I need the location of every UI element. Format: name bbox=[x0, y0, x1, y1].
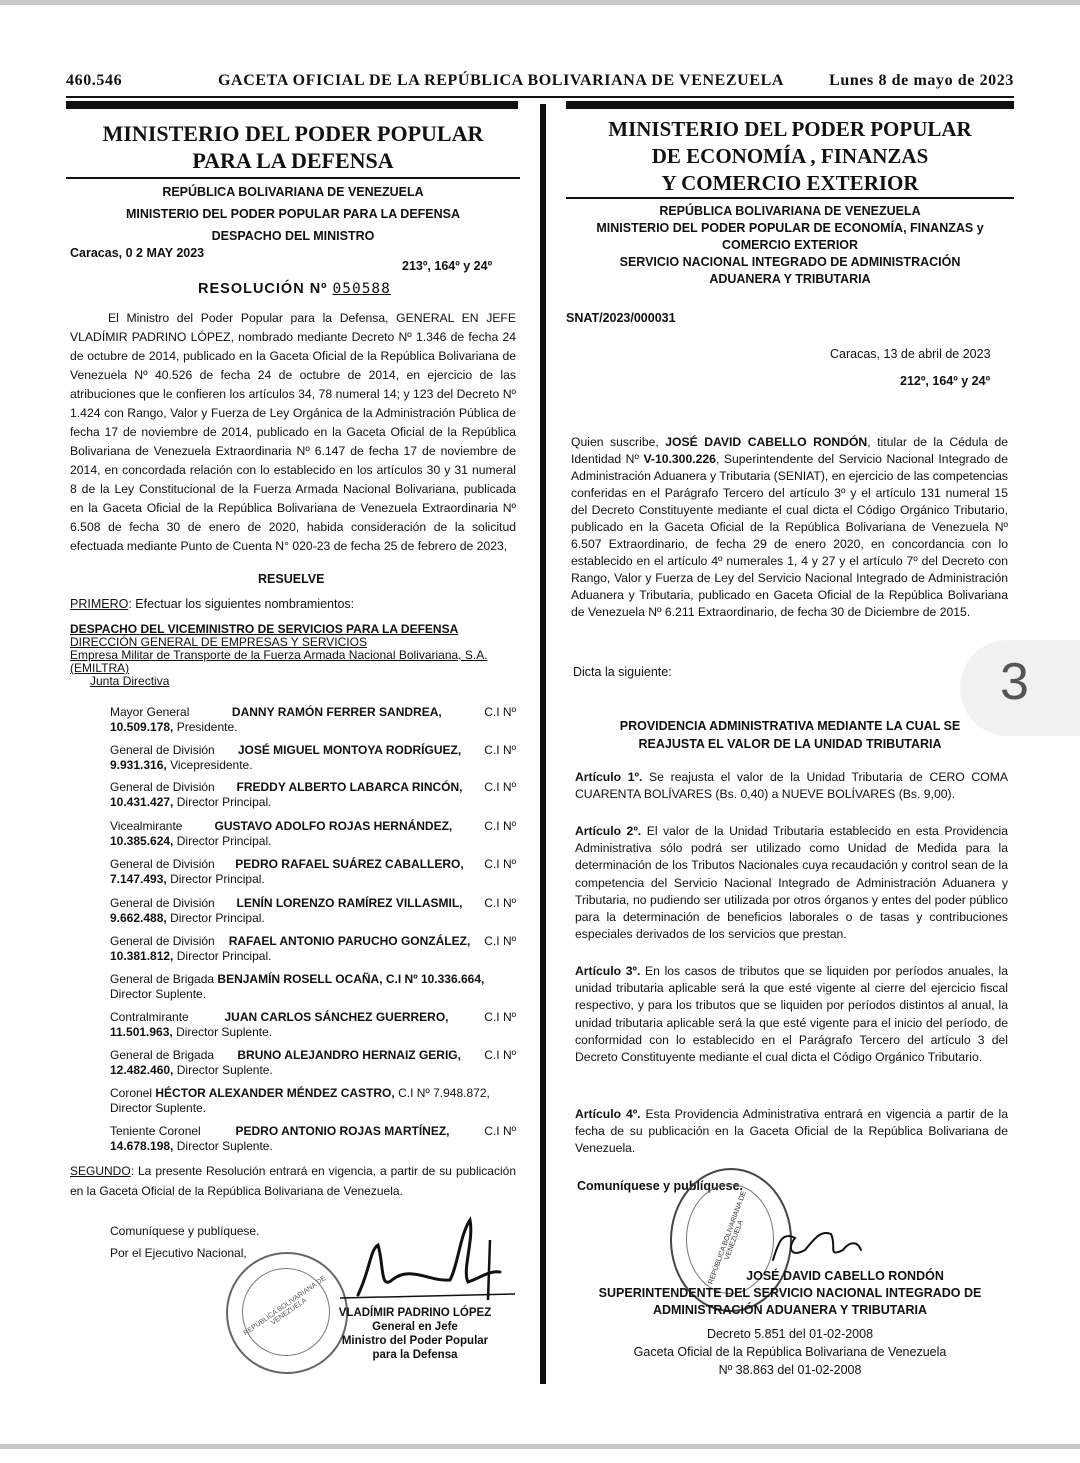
left-title-rule bbox=[66, 177, 520, 179]
right-decree-block bbox=[566, 1325, 1014, 1379]
right-signer-title-2: ADMINISTRACIÓN ADUANERA Y TRIBUTARIA bbox=[652, 1303, 928, 1317]
article-2 bbox=[575, 823, 1008, 943]
header-rule-thick-right bbox=[566, 101, 1014, 109]
page-frame-top bbox=[0, 0, 1080, 5]
dependency-3: Empresa Militar de Transporte de la Fuerza Armada Nacional Bolivariana, S.A. bbox=[70, 648, 488, 662]
appointment-rank: General de División bbox=[110, 857, 215, 871]
providencia-line-1: PROVIDENCIA ADMINISTRATIVA MEDIANTE LA CUAL SE bbox=[619, 719, 961, 733]
appointment-id: 7.147.493, bbox=[110, 872, 167, 886]
appointment-role: Presidente. bbox=[176, 720, 238, 734]
seal-text: REPÚBLICA BOLIVARIANA DE VENEZUELA bbox=[707, 1190, 748, 1286]
appointment-ci: C.I Nº bbox=[484, 819, 516, 833]
left-comuniquese: Comuníquese y publíquese. bbox=[110, 1224, 260, 1238]
appointment-ci: C.I Nº bbox=[484, 1124, 516, 1138]
appointment-6 bbox=[110, 896, 516, 926]
right-ministry-title-line1: MINISTERIO DEL PODER POPULAR bbox=[608, 117, 972, 141]
appointment-name: RAFAEL ANTONIO PARUCHO GONZÁLEZ, bbox=[228, 934, 471, 948]
article-1 bbox=[575, 769, 1008, 803]
page-number: 460.546 bbox=[66, 72, 123, 89]
appointment-rank: Vicealmirante bbox=[110, 819, 183, 833]
appointment-role: Director Principal. bbox=[176, 834, 272, 848]
resolution-heading bbox=[198, 281, 391, 297]
appointment-id: 10.431.427, bbox=[110, 795, 174, 809]
right-preamble bbox=[571, 434, 1008, 621]
segundo-clause bbox=[70, 1161, 516, 1201]
appointment-1 bbox=[110, 705, 516, 735]
right-years: 212º, 164º y 24º bbox=[900, 374, 991, 388]
left-header-3: DESPACHO DEL MINISTRO bbox=[211, 229, 375, 243]
left-ministry-title bbox=[66, 120, 520, 174]
left-ministry-title-line2: PARA LA DEFENSA bbox=[192, 148, 394, 173]
appointment-role: Director Suplente. bbox=[176, 1063, 273, 1077]
dependency-2: DIRECCIÓN GENERAL DE EMPRESAS Y SERVICIOS bbox=[70, 635, 367, 649]
left-column bbox=[66, 120, 520, 247]
right-header-3: COMERCIO EXTERIOR bbox=[721, 238, 859, 252]
appointment-name: DANNY RAMÓN FERRER SANDREA, bbox=[231, 705, 442, 719]
left-signature-block bbox=[310, 1306, 520, 1362]
right-signature-block bbox=[566, 1268, 1014, 1319]
primero-clause bbox=[70, 597, 354, 611]
appointment-id: 11.501.963, bbox=[110, 1025, 173, 1039]
article-text: En los casos de tributos que se liquiden por períodos anuales, la unidad tributaria aplicable será la que esté vigente al cierre del ejercicio fiscal respectivo, y para los tributos que se liquiden por períodos distintos al anual, la unidad tributaria aplicable será la que esté vigente para el inicio del período, de conformidad con lo establecido en el Parágrafo Tercero del artículo 3 del Decreto Constituyente mediante el cual dicta el Código Orgánico Tributario. bbox=[575, 964, 1008, 1065]
appointment-id: 9.931.316, bbox=[110, 758, 167, 772]
snat-reference: SNAT/2023/000031 bbox=[566, 311, 676, 325]
appointment-name: PEDRO ANTONIO ROJAS MARTÍNEZ, bbox=[235, 1124, 450, 1138]
appointment-id: 14.678.198, bbox=[110, 1139, 174, 1153]
appointment-rank: Contralmirante bbox=[110, 1010, 189, 1024]
providencia-line-2: REAJUSTA EL VALOR DE LA UNIDAD TRIBUTARIA bbox=[638, 737, 942, 751]
right-gazette-number: Nº 38.863 del 01-02-2008 bbox=[718, 1363, 862, 1377]
article-label: Artículo 4º. bbox=[575, 1107, 641, 1121]
appointment-rank: Coronel bbox=[110, 1086, 153, 1100]
right-signer-title-1: SUPERINTENDENTE DEL SERVICIO NACIONAL INTEGRADO DE bbox=[598, 1286, 982, 1300]
right-gazette: Gaceta Oficial de la República Bolivariana de Venezuela bbox=[633, 1345, 947, 1359]
appointment-name: FREDDY ALBERTO LABARCA RINCÓN, bbox=[236, 780, 463, 794]
appointment-ci: C.I Nº 10.336.664, bbox=[385, 972, 485, 986]
preamble-mid: , titular de la Cédula de Identidad Nº bbox=[571, 435, 1009, 466]
left-signer-title-1: Ministro del Poder Popular bbox=[341, 1335, 489, 1347]
dependency-1: DESPACHO DEL VICEMINISTRO DE SERVICIOS PARA LA DEFENSA bbox=[70, 622, 459, 636]
segundo-text: : La presente Resolución entrará en vigencia, a partir de su publicación en la Gaceta Oficial de la República Bolivariana de Venezuela. bbox=[70, 1164, 516, 1198]
appointment-role: Director Suplente. bbox=[110, 987, 207, 1001]
appointment-id: 10.509.178, bbox=[110, 720, 174, 734]
left-signature bbox=[340, 1210, 530, 1305]
left-years: 213º, 164º y 24º bbox=[402, 259, 493, 273]
article-4 bbox=[575, 1106, 1008, 1157]
right-comuniquese: Comuníquese y publíquese. bbox=[577, 1179, 743, 1193]
appointment-name: HÉCTOR ALEXANDER MÉNDEZ CASTRO, bbox=[155, 1086, 395, 1100]
publication-title: GACETA OFICIAL DE LA REPÚBLICA BOLIVARIANA DE VENEZUELA bbox=[218, 72, 785, 89]
header-rule-thick-left bbox=[66, 101, 518, 109]
appointment-role: Vicepresidente. bbox=[170, 758, 253, 772]
left-preamble: El Ministro del Poder Popular para la Defensa, GENERAL EN JEFE VLADÍMIR PADRINO LÓPEZ, nombrado mediante Decreto Nº 1.346 de fecha 24 de octubre de 2014, publicado en la Gaceta Oficial de la República Bolivariana de Venezuela Nº 40.526 de fecha 24 de octubre de 2014, en ejercicio de las atribuciones que le confieren los artículos 34, 78 numeral 14; y 123 del Decreto Nº 1.424 con Rango, Valor y Fuerza de Ley Orgánica de la Administración Pública de fecha 17 de noviembre de 2014, publicado en la Gaceta Oficial de la República Bolivariana de Venezuela Extraordinaria Nº 6.147 de fecha 17 de noviembre de 2014, en concordada relación con lo establecido en los artículos 30 y 31 numeral 8 de la Ley Constitucional de la Fuerza Armada Nacional Bolivariana, publicada en la Gaceta Oficial de la República Bolivariana de Venezuela Extraordinaria Nº 6.508 de fecha 30 de enero de 2020, habida consideración de la solicitud efectuada mediante Punto de Cuenta N° 020-23 de fecha 25 de febrero de 2023, bbox=[70, 311, 516, 553]
right-ministry-title-line3: Y COMERCIO EXTERIOR bbox=[661, 171, 919, 195]
appointment-name: LENÍN LORENZO RAMÍREZ VILLASMIL, bbox=[236, 896, 463, 910]
left-por-el-ejecutivo: Por el Ejecutivo Nacional, bbox=[110, 1246, 247, 1260]
appointment-name: BENJAMÍN ROSELL OCAÑA, bbox=[217, 972, 383, 986]
article-text: Se reajusta el valor de la Unidad Tributaria de CERO COMA CUARENTA BOLÍVARES (Bs. 0,40) a NUEVE BOLÍVARES (Bs. 9,00). bbox=[575, 770, 1008, 801]
appointment-role: Director Principal. bbox=[176, 795, 272, 809]
appointment-ci: C.I Nº bbox=[484, 896, 516, 910]
page-badge-number: 3 bbox=[1000, 653, 1029, 711]
primero-text: : Efectuar los siguientes nombramientos: bbox=[128, 597, 355, 611]
right-signature bbox=[765, 1220, 865, 1270]
appointment-role: Director Principal. bbox=[170, 872, 265, 886]
appointment-role: Director Suplente. bbox=[110, 1101, 207, 1115]
article-label: Artículo 2º. bbox=[575, 824, 642, 838]
right-header-1: REPÚBLICA BOLIVARIANA DE VENEZUELA bbox=[659, 204, 921, 218]
appointment-id: 9.662.488, bbox=[110, 911, 167, 925]
appointment-role: Director Suplente. bbox=[176, 1139, 273, 1153]
right-header-5: ADUANERA Y TRIBUTARIA bbox=[709, 272, 871, 286]
appointment-ci: C.I Nº bbox=[484, 1010, 516, 1024]
appointment-name: PEDRO RAFAEL SUÁREZ CABALLERO, bbox=[235, 857, 464, 871]
resuelve-heading: RESUELVE bbox=[258, 572, 325, 586]
appointment-id: 10.385.624, bbox=[110, 834, 174, 848]
left-city-date: Caracas, 0 2 MAY 2023 bbox=[70, 246, 205, 260]
appointment-rank: General de División bbox=[110, 896, 215, 910]
appointment-name: JOSÉ MIGUEL MONTOYA RODRÍGUEZ, bbox=[237, 743, 462, 757]
right-ministry-title bbox=[566, 116, 1014, 197]
appointment-rank: General de División bbox=[110, 934, 215, 948]
article-text: El valor de la Unidad Tributaria establecido en esta Providencia Administrativa sólo podrá ser utilizado como Unidad de Medida para la determinación de los Tributos Nacionales cuya recaudación y control sean de la competencia del Servicio Nacional Integrado de Administración Aduanera y Tributaria, no pudiendo ser utilizada por otros órganos y entes del poder público para la determinación de beneficios laborales o de tasas y contribuciones especiales derivados de los servicios que prestan. bbox=[575, 824, 1009, 942]
header-rule bbox=[66, 96, 1014, 98]
appointment-7 bbox=[110, 934, 516, 964]
appointment-3 bbox=[110, 780, 516, 810]
preamble-id: V-10.300.226 bbox=[643, 452, 716, 466]
segundo-label: SEGUNDO bbox=[70, 1164, 131, 1178]
appointment-ci: C.I Nº 7.948.872, bbox=[398, 1086, 490, 1100]
appointment-5 bbox=[110, 857, 516, 887]
right-signer-name: JOSÉ DAVID CABELLO RONDÓN bbox=[746, 1269, 944, 1283]
left-signer-rank: General en Jefe bbox=[372, 1321, 458, 1333]
article-label: Artículo 1º. bbox=[575, 770, 643, 784]
appointment-rank: General de División bbox=[110, 780, 215, 794]
appointment-8 bbox=[110, 972, 516, 1002]
appointment-rank: General de División bbox=[110, 743, 215, 757]
appointment-2 bbox=[110, 743, 516, 773]
appointment-4 bbox=[110, 819, 516, 849]
dependency-block bbox=[70, 623, 516, 688]
appointment-name: BRUNO ALEJANDRO HERNAIZ GERIG, bbox=[237, 1048, 461, 1062]
appointment-id: 12.482.460, bbox=[110, 1063, 174, 1077]
appointment-rank: Mayor General bbox=[110, 705, 190, 719]
appointment-id: 10.381.812, bbox=[110, 949, 174, 963]
right-column bbox=[566, 116, 1014, 199]
right-headers bbox=[566, 203, 1014, 288]
appointment-ci: C.I Nº bbox=[484, 857, 516, 871]
appointment-ci: C.I Nº bbox=[484, 780, 516, 794]
article-3 bbox=[575, 963, 1008, 1066]
board-label: Junta Directiva bbox=[90, 674, 170, 688]
preamble-name: JOSÉ DAVID CABELLO RONDÓN bbox=[665, 435, 868, 449]
preamble-intro: Quien suscribe, bbox=[571, 435, 666, 449]
seal-text: REPÚBLICA BOLIVARIANA DE VENEZUELA bbox=[242, 1274, 328, 1338]
left-signer-name: VLADÍMIR PADRINO LÓPEZ bbox=[338, 1307, 492, 1319]
appointment-rank: Teniente Coronel bbox=[110, 1124, 201, 1138]
appointment-11 bbox=[110, 1086, 516, 1116]
appointment-name: JUAN CARLOS SÁNCHEZ GUERRERO, bbox=[224, 1010, 449, 1024]
appointment-9 bbox=[110, 1010, 516, 1040]
preamble-rest: , Superintendente del Servicio Nacional Integrado de Administración Aduanera y Tributaria (SENIAT), en ejercicio de las competencias conferidas en el Parágrafo Tercero del artículo 3º y el artículo 131 numeral 15 del Decreto Constituyente mediante el cual dicta el Código Orgánico Tributario, publicado en la Gaceta Oficial de la República Bolivariana de Venezuela Nº 6.507 Extraordinario, de fecha 29 de enero 2020, en concordancia con lo establecido en el artículo 4º numerales 1, 4 y 27 y el artículo 7º del Decreto con Rango, Valor y Fuerza de Ley del Servicio Nacional Integrado de Administración Aduanera y Tributaria, publicado en Gaceta Oficial de la República Bolivariana de Venezuela Nº 6.211 Extraordinario, de fecha 30 de Diciembre de 2015. bbox=[571, 452, 1008, 619]
appointment-role: Director Principal. bbox=[170, 911, 265, 925]
resolution-label: RESOLUCIÓN Nº bbox=[198, 281, 328, 297]
column-divider bbox=[540, 104, 546, 1384]
appointment-10 bbox=[110, 1048, 516, 1078]
appointment-rank: General de Brigada bbox=[110, 1048, 215, 1062]
right-header-4: SERVICIO NACIONAL INTEGRADO DE ADMINISTRACIÓN bbox=[619, 255, 961, 269]
dicta-line: Dicta la siguiente: bbox=[573, 665, 672, 679]
left-signer-title-2: para la Defensa bbox=[372, 1349, 458, 1361]
left-ministry-title-line1: MINISTERIO DEL PODER POPULAR bbox=[102, 121, 484, 146]
right-header-2: MINISTERIO DEL PODER POPULAR DE ECONOMÍA, FINANZAS y bbox=[596, 221, 984, 235]
dependency-4: (EMILTRA) bbox=[70, 661, 130, 675]
gazette-header bbox=[66, 72, 1014, 94]
appointment-ci: C.I Nº bbox=[484, 1048, 516, 1062]
providencia-title bbox=[566, 717, 1014, 753]
page-frame-bottom bbox=[0, 1444, 1080, 1449]
left-header-1: REPÚBLICA BOLIVARIANA DE VENEZUELA bbox=[162, 185, 424, 199]
appointment-role: Director Principal. bbox=[176, 949, 272, 963]
article-label: Artículo 3º. bbox=[575, 964, 641, 978]
appointment-ci: C.I Nº bbox=[484, 934, 516, 948]
resolution-number: 050588 bbox=[332, 281, 391, 297]
appointment-name: GUSTAVO ADOLFO ROJAS HERNÁNDEZ, bbox=[214, 819, 453, 833]
publication-date: Lunes 8 de mayo de 2023 bbox=[829, 72, 1014, 89]
appointment-ci: C.I Nº bbox=[484, 743, 516, 757]
primero-label: PRIMERO bbox=[70, 597, 129, 611]
appointment-ci: C.I Nº bbox=[484, 705, 516, 719]
right-ministry-title-line2: DE ECONOMÍA , FINANZAS bbox=[651, 144, 929, 168]
left-header-2: MINISTERIO DEL PODER POPULAR PARA LA DEFENSA bbox=[125, 207, 461, 221]
appointment-rank: General de Brigada bbox=[110, 972, 215, 986]
appointment-12 bbox=[110, 1124, 516, 1154]
right-title-rule bbox=[566, 197, 1014, 199]
appointment-role: Director Suplente. bbox=[176, 1025, 273, 1039]
right-decree: Decreto 5.851 del 01-02-2008 bbox=[706, 1327, 874, 1341]
right-city-date: Caracas, 13 de abril de 2023 bbox=[830, 347, 991, 361]
article-text: Esta Providencia Administrativa entrará en vigencia a partir de la fecha de su publicación en la Gaceta Oficial de la República Bolivariana de Venezuela. bbox=[575, 1107, 1008, 1155]
